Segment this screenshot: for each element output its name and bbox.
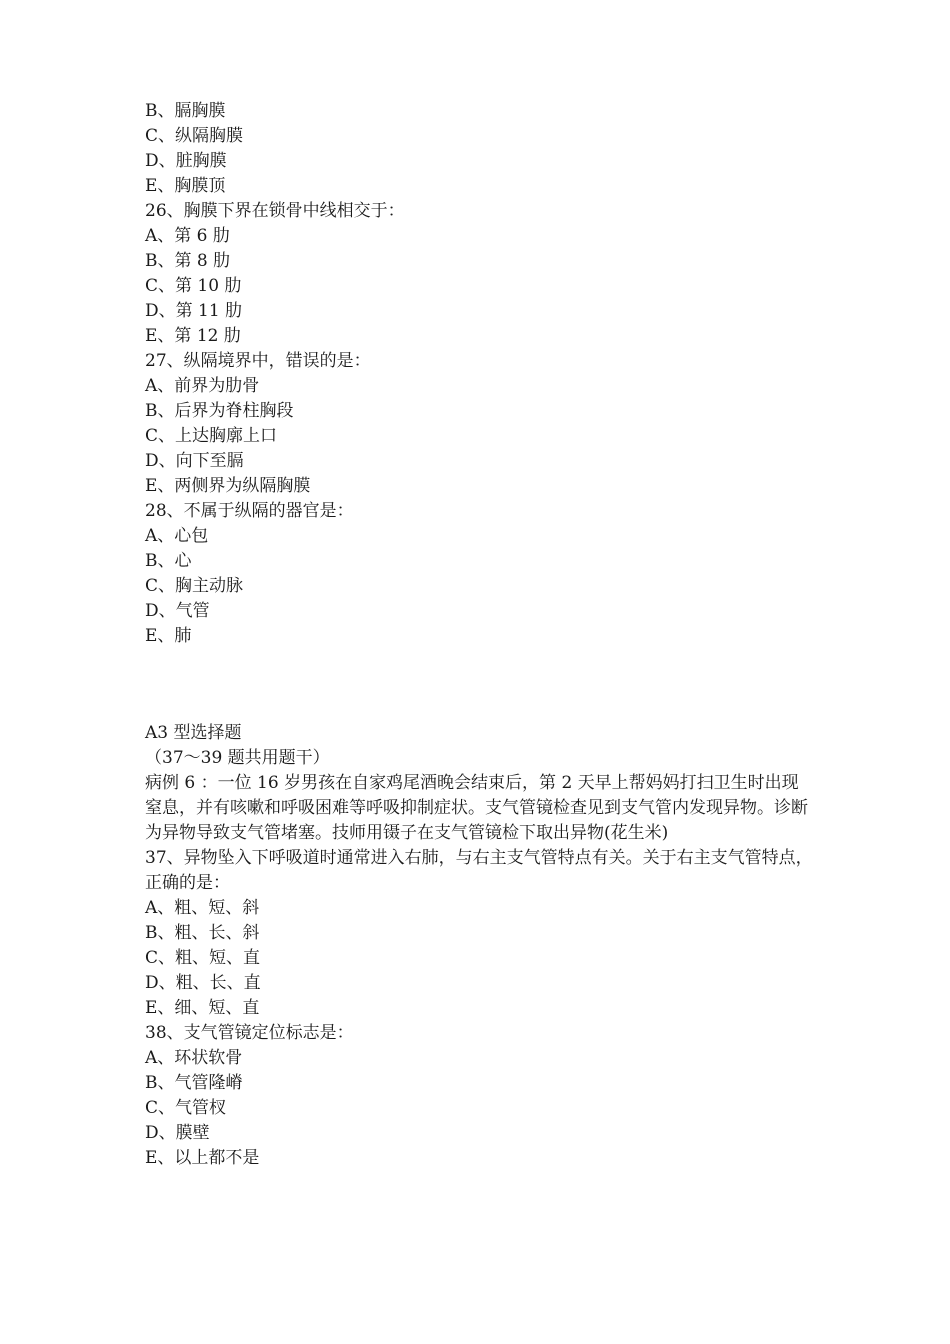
question-37-stem: 37、异物坠入下呼吸道时通常进入右肺，与右主支气管特点有关。关于右主支气管特点，正确的是： — [145, 848, 813, 893]
section-heading: A3 型选择题 — [145, 723, 242, 743]
option-line: B、气管隆嵴 — [145, 1073, 243, 1093]
option-line: B、膈胸膜 — [145, 101, 226, 121]
option-line: E、细、短、直 — [145, 998, 260, 1018]
option-line: C、纵隔胸膜 — [145, 126, 244, 146]
option-line: E、第 12 肋 — [145, 326, 241, 346]
option-line: A、环状软骨 — [145, 1048, 243, 1068]
question-26-stem: 26、胸膜下界在锁骨中线相交于： — [145, 201, 405, 221]
option-line: C、粗、短、直 — [145, 948, 261, 968]
question-block-a3 — [145, 721, 815, 1171]
option-line: E、以上都不是 — [145, 1148, 260, 1168]
option-line: B、心 — [145, 551, 192, 571]
group-note: （37～39 题共用题干） — [145, 748, 330, 768]
option-line: E、胸膜顶 — [145, 176, 226, 196]
option-line: D、脏胸膜 — [145, 151, 227, 171]
option-line: C、气管杈 — [145, 1098, 227, 1118]
option-line: D、粗、长、直 — [145, 973, 261, 993]
option-line: B、后界为脊柱胸段 — [145, 401, 294, 421]
option-line: A、前界为肋骨 — [145, 376, 260, 396]
option-line: D、第 11 肋 — [145, 301, 243, 321]
question-28-stem: 28、不属于纵隔的器官是： — [145, 501, 354, 521]
option-line: D、向下至膈 — [145, 451, 244, 471]
question-38-stem: 38、支气管镜定位标志是： — [145, 1023, 354, 1043]
option-line: B、粗、长、斜 — [145, 923, 260, 943]
option-line: A、心包 — [145, 526, 209, 546]
question-block-upper — [145, 99, 815, 649]
option-line: D、气管 — [145, 601, 210, 621]
option-line: C、上达胸廓上口 — [145, 426, 278, 446]
option-line: C、胸主动脉 — [145, 576, 244, 596]
option-line: E、肺 — [145, 626, 192, 646]
option-line: D、膜壁 — [145, 1123, 210, 1143]
question-27-stem: 27、纵隔境界中，错误的是： — [145, 351, 371, 371]
option-line: E、两侧界为纵隔胸膜 — [145, 476, 311, 496]
option-line: A、粗、短、斜 — [145, 898, 260, 918]
option-line: B、第 8 肋 — [145, 251, 231, 271]
option-line: C、第 10 肋 — [145, 276, 242, 296]
case-text: 病例 6 ：一位 16 岁男孩在自家鸡尾酒晚会结束后，第 2 天早上帮妈妈打扫卫生时出现窒息，并有咳嗽和呼吸困难等呼吸抑制症状。支气管镜检查见到支气管内发现异物。诊断为异物导致支气管堵塞。技师用镊子在支气管镜检下取出异物(花生米) — [145, 773, 808, 843]
option-line: A、第 6 肋 — [145, 226, 230, 246]
